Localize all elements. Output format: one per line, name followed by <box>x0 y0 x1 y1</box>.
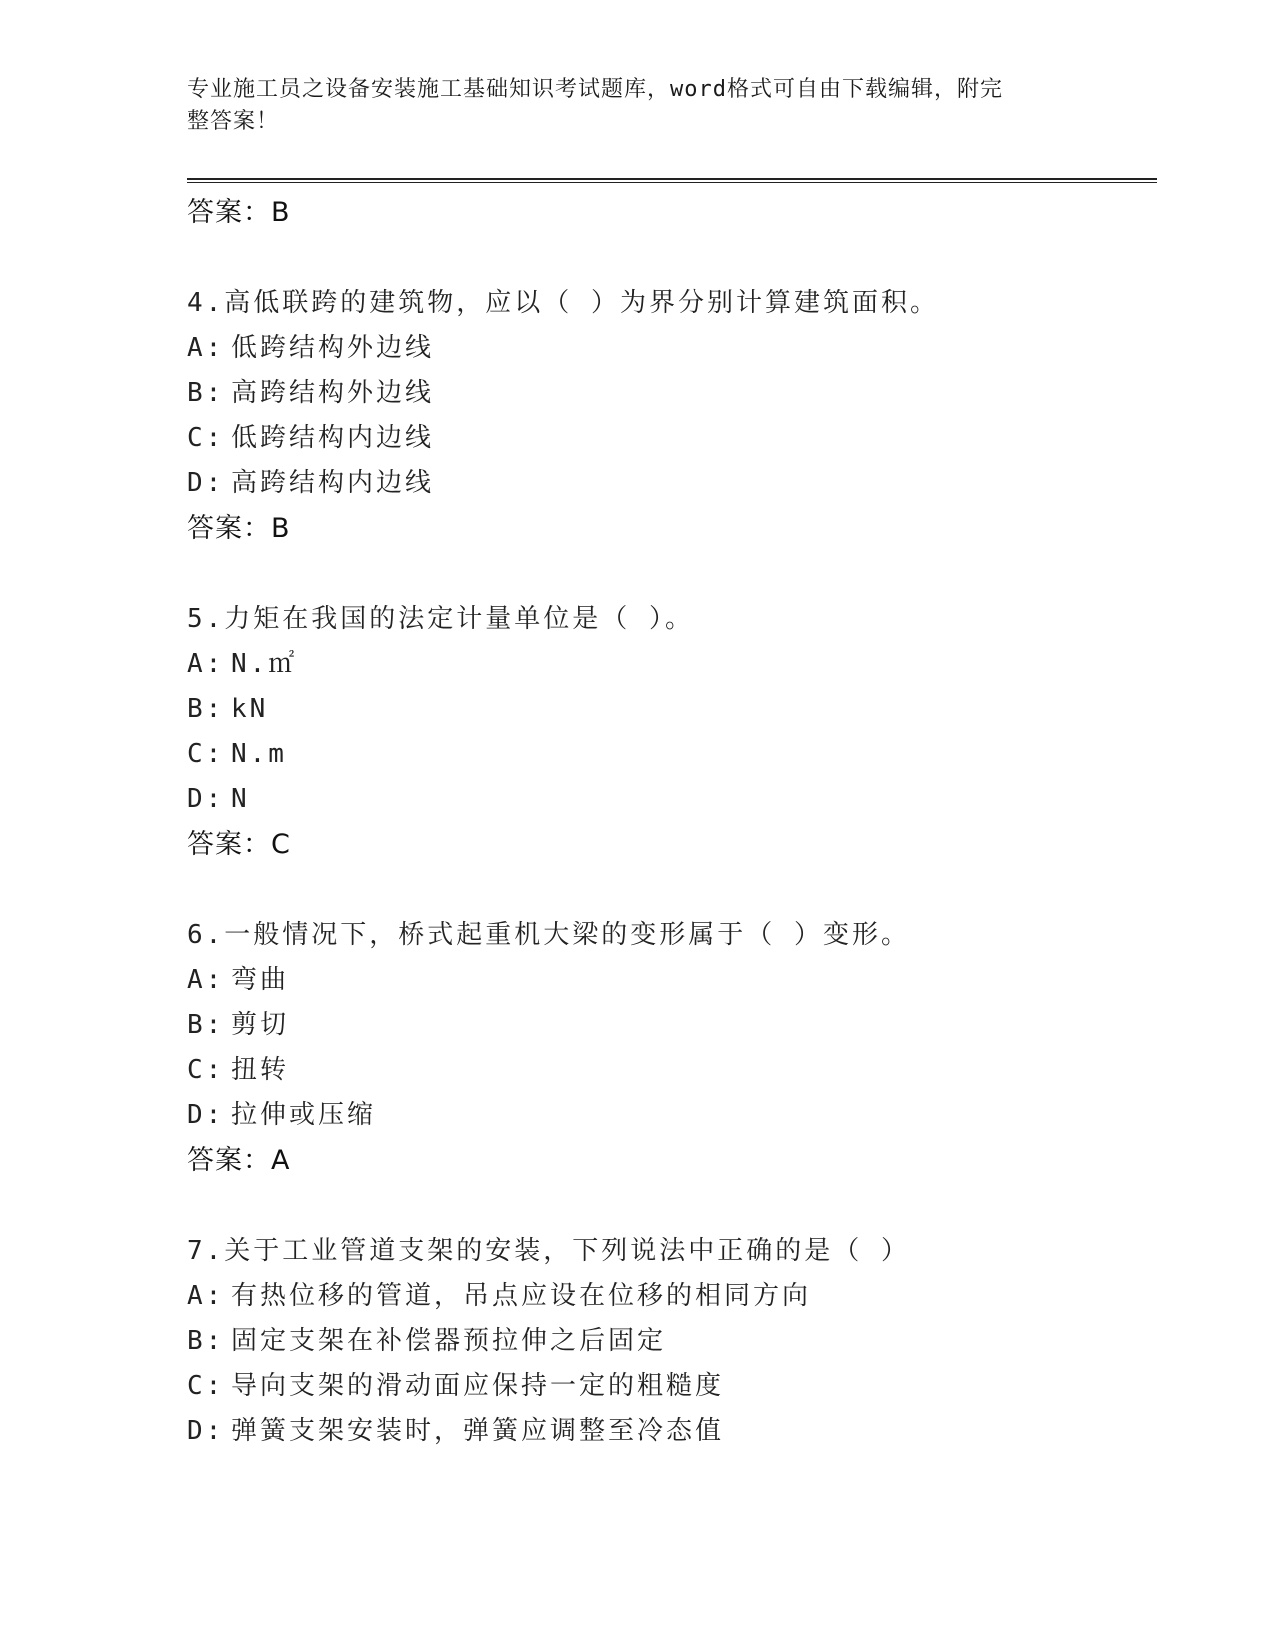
option-d <box>187 461 1157 506</box>
option-d <box>187 777 1157 822</box>
option-letter: D: <box>187 784 225 814</box>
option-letter: A: <box>187 333 225 363</box>
option-c <box>187 1364 1157 1409</box>
option-letter: B: <box>187 378 225 408</box>
option-text: 低跨结构内边线 <box>231 423 435 453</box>
option-text: 剪切 <box>231 1010 290 1040</box>
option-b <box>187 687 1157 732</box>
answer-label: 答案：C <box>187 829 291 860</box>
option-letter: C: <box>187 1371 225 1401</box>
option-b <box>187 1003 1157 1048</box>
option-text: N <box>231 784 250 814</box>
document-header <box>187 74 1067 138</box>
option-d <box>187 1093 1157 1138</box>
option-text: 有热位移的管道，吊点应设在位移的相同方向 <box>231 1281 812 1311</box>
option-b <box>187 371 1157 416</box>
option-a <box>187 326 1157 371</box>
question-text: 4.高低联跨的建筑物，应以（ ）为界分别计算建筑面积。 <box>187 288 939 318</box>
option-c <box>187 1048 1157 1093</box>
option-letter: A: <box>187 965 225 995</box>
option-text: 扭转 <box>231 1055 290 1085</box>
header-divider-thick <box>187 178 1157 180</box>
question-text: 6.一般情况下，桥式起重机大梁的变形属于（ ）变形。 <box>187 920 910 950</box>
option-letter: D: <box>187 468 225 498</box>
option-a <box>187 642 1157 687</box>
option-b <box>187 1319 1157 1364</box>
option-text: 弹簧支架安装时，弹簧应调整至冷态值 <box>231 1416 725 1446</box>
header-line-2: 整答案！ <box>187 109 280 134</box>
option-text: 弯曲 <box>231 965 290 995</box>
option-letter: B: <box>187 1326 225 1356</box>
question-7 <box>187 1229 1157 1454</box>
option-text: 低跨结构外边线 <box>231 333 435 363</box>
option-letter: A: <box>187 1281 225 1311</box>
option-text: kN <box>231 694 269 724</box>
top-answer: 答案：B <box>187 197 291 228</box>
question-6 <box>187 913 1157 1183</box>
option-c <box>187 732 1157 777</box>
header-line-1: 专业施工员之设备安装施工基础知识考试题库，word格式可自由下载编辑，附完 <box>187 77 1003 102</box>
option-letter: C: <box>187 423 225 453</box>
option-letter: D: <box>187 1100 225 1130</box>
option-letter: B: <box>187 1010 225 1040</box>
option-text: 导向支架的滑动面应保持一定的粗糙度 <box>231 1371 725 1401</box>
option-letter: D: <box>187 1416 225 1446</box>
option-text: 固定支架在补偿器预拉伸之后固定 <box>231 1326 667 1356</box>
option-text: 拉伸或压缩 <box>231 1100 377 1130</box>
option-text: 高跨结构外边线 <box>231 378 435 408</box>
option-text: N.㎡ <box>231 649 298 679</box>
answer-label: 答案：A <box>187 1145 291 1176</box>
question-4 <box>187 281 1157 551</box>
question-text: 7.关于工业管道支架的安装，下列说法中正确的是（ ） <box>187 1236 910 1266</box>
option-text: N.m <box>231 739 287 769</box>
question-5 <box>187 597 1157 867</box>
question-text: 5.力矩在我国的法定计量单位是（ ）。 <box>187 604 694 634</box>
option-letter: B: <box>187 694 225 724</box>
question-list <box>187 190 1157 1454</box>
option-a <box>187 1274 1157 1319</box>
option-letter: C: <box>187 739 225 769</box>
option-c <box>187 416 1157 461</box>
answer-label: 答案：B <box>187 513 291 544</box>
option-text: 高跨结构内边线 <box>231 468 435 498</box>
option-letter: C: <box>187 1055 225 1085</box>
option-d <box>187 1409 1157 1454</box>
header-divider-thin <box>187 182 1157 183</box>
option-a <box>187 958 1157 1003</box>
option-letter: A: <box>187 649 225 679</box>
